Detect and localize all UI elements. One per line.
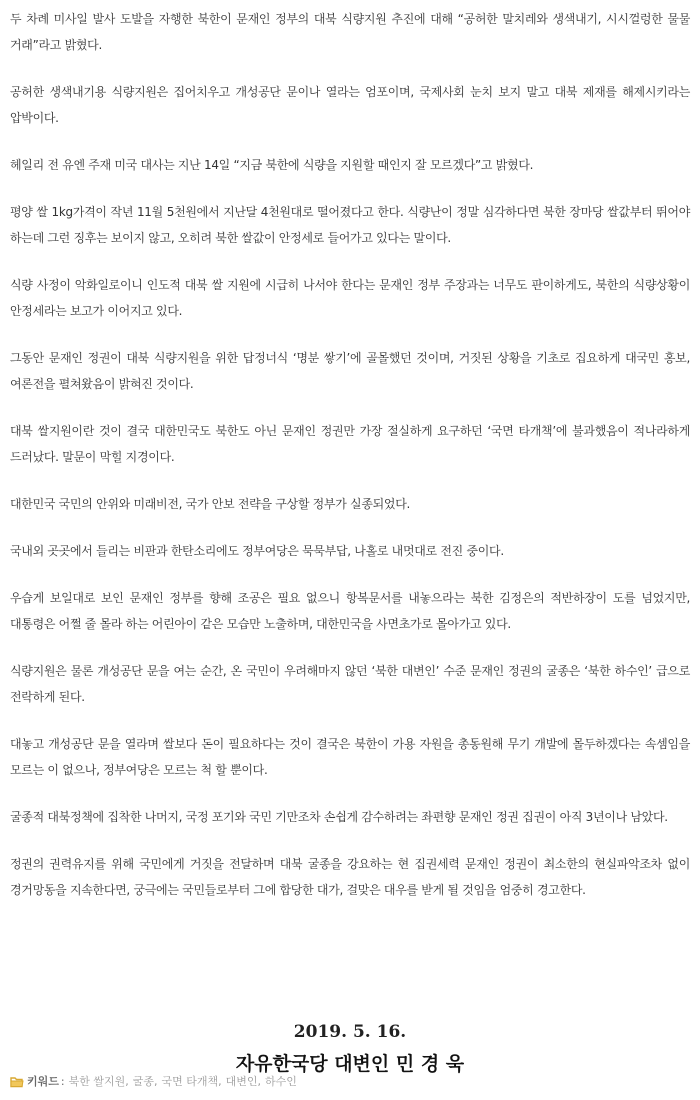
- article-paragraph-11: 식량지원은 물론 개성공단 문을 여는 순간, 온 국민이 우려해마지 않던 ‘북한 대변인’ 수준 문재인 정권의 굴종은 ‘북한 하수인’ 급으로 전락하게 된다.: [10, 664, 690, 704]
- article-paragraph-9: 국내외 곳곳에서 들리는 비판과 한탄소리에도 정부여당은 묵묵부답, 나홀로 내멋대로 전진 중이다.: [10, 544, 504, 558]
- article-paragraph-3: 헤일리 전 유엔 주재 미국 대사는 지난 14일 “지금 북한에 식량을 지원할 때인지 잘 모르겠다”고 밝혔다.: [10, 158, 534, 172]
- article-paragraph-7: 대북 쌀지원이란 것이 결국 대한민국도 북한도 아닌 문재인 정권만 가장 절실하게 요구하던 ‘국면 타개책’에 불과했음이 적나라하게 드러났다. 말문이 막힐 지경이다.: [10, 424, 690, 464]
- article-body: [10, 6, 690, 924]
- keyword-link[interactable]: 대변인: [225, 1075, 258, 1088]
- article-paragraph-10: 우습게 보일대로 보인 문재인 정부를 향해 조공은 필요 없으니 항복문서를 내놓으라는 북한 김정은의 적반하장이 도를 넘었지만, 대통령은 어쩔 줄 몰라 하는 어린아이 같은 모습만 노출하며, 대한민국을 사면초가로 몰아가고 있다.: [10, 591, 690, 631]
- keyword-separator: :: [60, 1075, 65, 1088]
- article-paragraph-1: 두 차례 미사일 발사 도발을 자행한 북한이 문재인 정부의 대북 식량지원 추진에 대해 “공허한 말치레와 생색내기, 시시껄렁한 물물 거래”라고 밝혔다.: [10, 12, 690, 52]
- article-paragraph-6: 그동안 문재인 정권이 대북 식량지원을 위한 답정너식 ‘명분 쌓기’에 골몰했던 것이며, 거짓된 상황을 기초로 집요하게 대국민 홍보, 여론전을 펼쳐왔음이 밝혀진 것이다.: [10, 351, 690, 391]
- keyword-label: 키워드: [27, 1075, 59, 1088]
- press-date: 2019. 5. 16.: [293, 1022, 407, 1042]
- keyword-bar: 키워드 : 북한 쌀지원 , 굴종 , 국면 타개책 , 대변인 , 하수인: [10, 1074, 297, 1090]
- article-paragraph-8: 대한민국 국민의 안위와 미래비전, 국가 안보 전략을 구상할 정부가 실종되었다.: [10, 497, 411, 511]
- keyword-link[interactable]: 북한 쌀지원: [68, 1075, 126, 1088]
- article-paragraph-5: 식량 사정이 악화일로이니 인도적 대북 쌀 지원에 시급히 나서야 한다는 문재인 정부 주장과는 너무도 판이하게도, 북한의 식량상황이 안정세라는 보고가 이어지고 있다.: [10, 278, 690, 318]
- article-paragraph-14: 정권의 권력유지를 위해 국민에게 거짓을 전달하며 대북 굴종을 강요하는 현 집권세력 문재인 정권이 최소한의 현실파악조차 없이 경거망동을 지속한다면, 궁극에는 국민들로부터 그에 합당한 대가, 걸맞은 대우를 받게 될 것임을 엄중히 경고한다.: [10, 857, 690, 897]
- folder-icon: [10, 1076, 24, 1088]
- signature-block: [0, 1021, 700, 1076]
- article-paragraph-12: 대놓고 개성공단 문을 열라며 쌀보다 돈이 필요하다는 것이 결국은 북한이 가용 자원을 총동원해 무기 개발에 몰두하겠다는 속셈임을 모르는 이 없으나, 정부여당은 모르는 척 할 뿐이다.: [10, 737, 690, 777]
- keyword-link[interactable]: 국면 타개책: [161, 1075, 219, 1088]
- keyword-link[interactable]: 굴종: [132, 1075, 155, 1088]
- keyword-link[interactable]: 하수인: [265, 1075, 297, 1088]
- spokesperson-name: 자유한국당 대변인 민 경 욱: [235, 1053, 465, 1075]
- article-paragraph-4: 평양 쌀 1kg가격이 작년 11월 5천원에서 지난달 4천원대로 떨어졌다고 한다. 식량난이 정말 심각하다면 북한 장마당 쌀값부터 뛰어야 하는데 그런 징후는 보이지 않고, 오히려 북한 쌀값이 안정세로 들어가고 있다는 말이다.: [10, 205, 690, 245]
- article-paragraph-2: 공허한 생색내기용 식량지원은 집어치우고 개성공단 문이나 열라는 엄포이며, 국제사회 눈치 보지 말고 대북 제재를 해제시키라는 압박이다.: [10, 85, 690, 125]
- article-paragraph-13: 굴종적 대북정책에 집착한 나머지, 국정 포기와 국민 기만조차 손쉽게 감수하려는 좌편향 문재인 정권 집권이 아직 3년이나 남았다.: [10, 810, 668, 824]
